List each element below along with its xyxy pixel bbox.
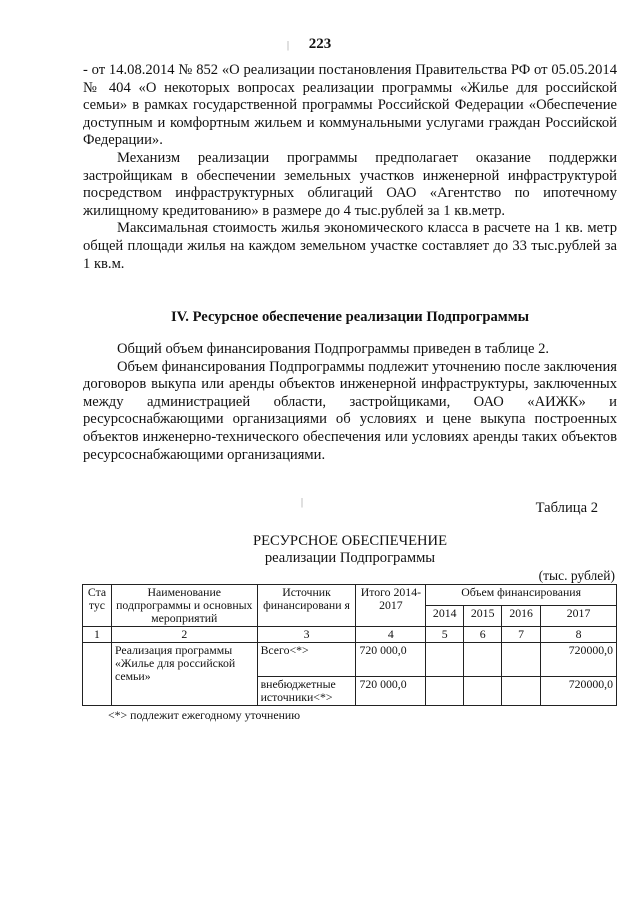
resource-table — [82, 584, 617, 706]
header-total: Итого 2014-2017 — [356, 585, 426, 627]
header-funding: Объем финансирования — [426, 585, 617, 606]
footnote: <*> подлежит ежегодному уточнению — [108, 708, 301, 722]
col-number: 5 — [426, 627, 464, 643]
table-title: РЕСУРСНОЕ ОБЕСПЕЧЕНИЕ — [253, 533, 447, 549]
program-name-cell: Реализация программы «Жилье для российской семьи» — [111, 643, 257, 706]
scan-mark: | — [301, 497, 304, 508]
paragraph: Механизм реализации программы предполагает оказание поддержки застройщикам в обеспечении земельных участков инженерной инфраструктурой посредством инфраструктурных облигаций ОАО «Агентство по ипотечному жилищному кредитованию» в размере до 4 тыс.рублей за 1 кв.метр. — [83, 149, 617, 219]
source-cell: Всего<*> — [257, 643, 356, 677]
table-subtitle: реализации Подпрограммы — [264, 550, 436, 566]
paragraph: - от 14.08.2014 № 852 «О реализации постановления Правительства РФ от 05.05.2014 № 404 «О некоторых вопросах реализации программы «Жилье для российской семьи» в рамках государственной программы Российской Федерации «Обеспечение доступным и комфортным жильем и коммунальными услугами граждан Российской Федерации». — [83, 62, 617, 149]
col-number: 1 — [83, 627, 112, 643]
source-cell: внебюджетные источники<*> — [257, 677, 356, 706]
status-cell — [83, 643, 112, 706]
col-number: 8 — [541, 627, 617, 643]
year-cell — [502, 643, 541, 677]
header-name: Наименование подпрограммы и основных мероприятий — [111, 585, 257, 627]
col-number: 2 — [111, 627, 257, 643]
col-number: 7 — [502, 627, 541, 643]
total-cell: 720 000,0 — [356, 643, 426, 677]
paragraph: Объем финансирования Подпрограммы подлежит уточнению после заключения договоров выкупа или аренды объектов инженерной инфраструктуры, заключенных между администрацией области, застройщиками, ОАО «АИЖК» и ресурсоснабжающими организациями об условиях и цене выкупа построенных объектов инженерно-технического обеспечения или условиях аренды таких объектов ресурсоснабжающими организациями. — [83, 358, 617, 463]
units-label: (тыс. рублей) — [538, 568, 615, 583]
year-cell — [426, 677, 464, 706]
table-label: Таблица 2 — [535, 500, 598, 516]
year-cell: 720000,0 — [541, 643, 617, 677]
intro-text — [83, 62, 617, 273]
header-year: 2016 — [502, 606, 541, 627]
year-cell — [464, 677, 502, 706]
header-source: Источник финансировани я — [257, 585, 356, 627]
section-title: IV. Ресурсное обеспечение реализации Подпрограммы — [170, 309, 530, 325]
section-text — [83, 341, 617, 464]
page-number: 223 — [308, 36, 332, 52]
year-cell — [464, 643, 502, 677]
column-number-row — [83, 627, 617, 643]
header-year: 2014 — [426, 606, 464, 627]
year-cell — [502, 677, 541, 706]
table-row — [83, 643, 617, 677]
col-number: 3 — [257, 627, 356, 643]
total-cell: 720 000,0 — [356, 677, 426, 706]
table-heading — [83, 533, 617, 567]
header-status: Ста тус — [83, 585, 112, 627]
scan-mark: | — [287, 40, 290, 51]
header-year: 2017 — [541, 606, 617, 627]
year-cell: 720000,0 — [541, 677, 617, 706]
paragraph: Максимальная стоимость жилья экономического класса в расчете на 1 кв. метр общей площади жилья на каждом земельном участке составляет до 33 тыс.рублей за 1 кв.м. — [83, 220, 617, 272]
year-cell — [426, 643, 464, 677]
col-number: 4 — [356, 627, 426, 643]
header-year: 2015 — [464, 606, 502, 627]
col-number: 6 — [464, 627, 502, 643]
paragraph: Общий объем финансирования Подпрограммы приведен в таблице 2. — [117, 341, 550, 357]
table-header-row — [83, 585, 617, 606]
